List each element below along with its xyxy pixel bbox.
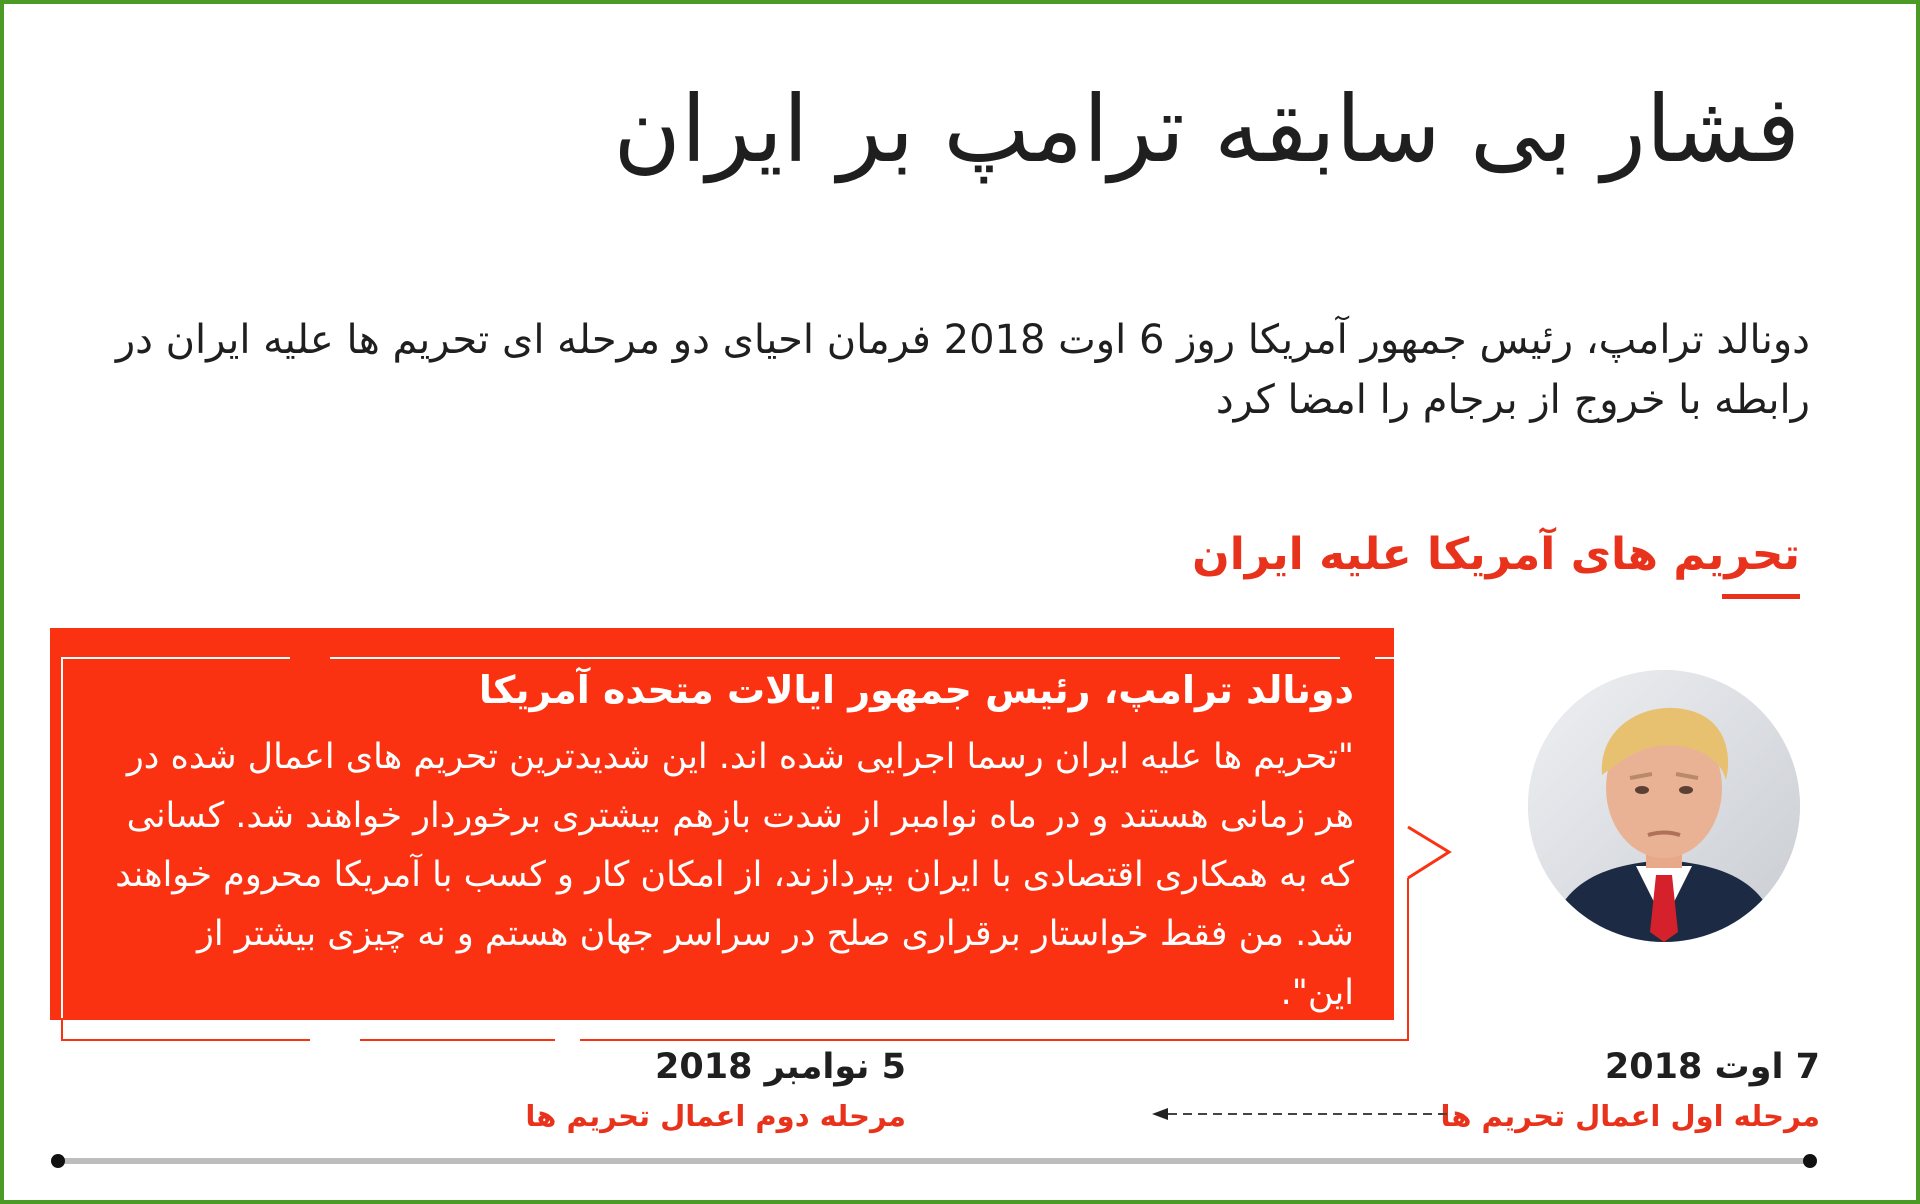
phase1-label: مرحله اول اعمال تحریم ها (1440, 1099, 1820, 1133)
section-title: تحریم های آمریکا علیه ایران (1192, 529, 1800, 580)
quote-speaker: دونالد ترامپ، رئیس جمهور ایالات متحده آمریکا (478, 668, 1354, 712)
phase2-date: 5 نوامبر 2018 (655, 1047, 906, 1087)
speaker-avatar (1528, 670, 1800, 942)
phase2-label: مرحله دوم اعمال تحریم ها (525, 1099, 906, 1133)
section-underline (1722, 594, 1800, 599)
intro-paragraph: دونالد ترامپ، رئیس جمهور آمریکا روز 6 اوت 2018 فرمان احیای دو مرحله ای تحریم ها علیه ایران در رابطه با خروج از برجام را امضا کرد (115, 317, 1810, 423)
page-title: فشار بی سابقه ترامپ بر ایران (613, 76, 1800, 183)
quote-text: "تحریم ها علیه ایران رسما اجرایی شده اند. این شدیدترین تحریم های اعمال شده در هر زمانی هستند و در ماه نوامبر از شدت بازهم بیشتری برخوردار خواهند شد. کسانی که به همکاری اقتصادی با ایران بپردازند، از امکان کار و کسب با آمریکا محروم خواهند شد. من فقط خواستار برقراری صلح در سراسر جهان هستم و نه چیزی بیشتر از این". (115, 737, 1354, 1013)
phase1-date: 7 اوت 2018 (1604, 1047, 1820, 1087)
portrait-photo (1528, 670, 1800, 942)
